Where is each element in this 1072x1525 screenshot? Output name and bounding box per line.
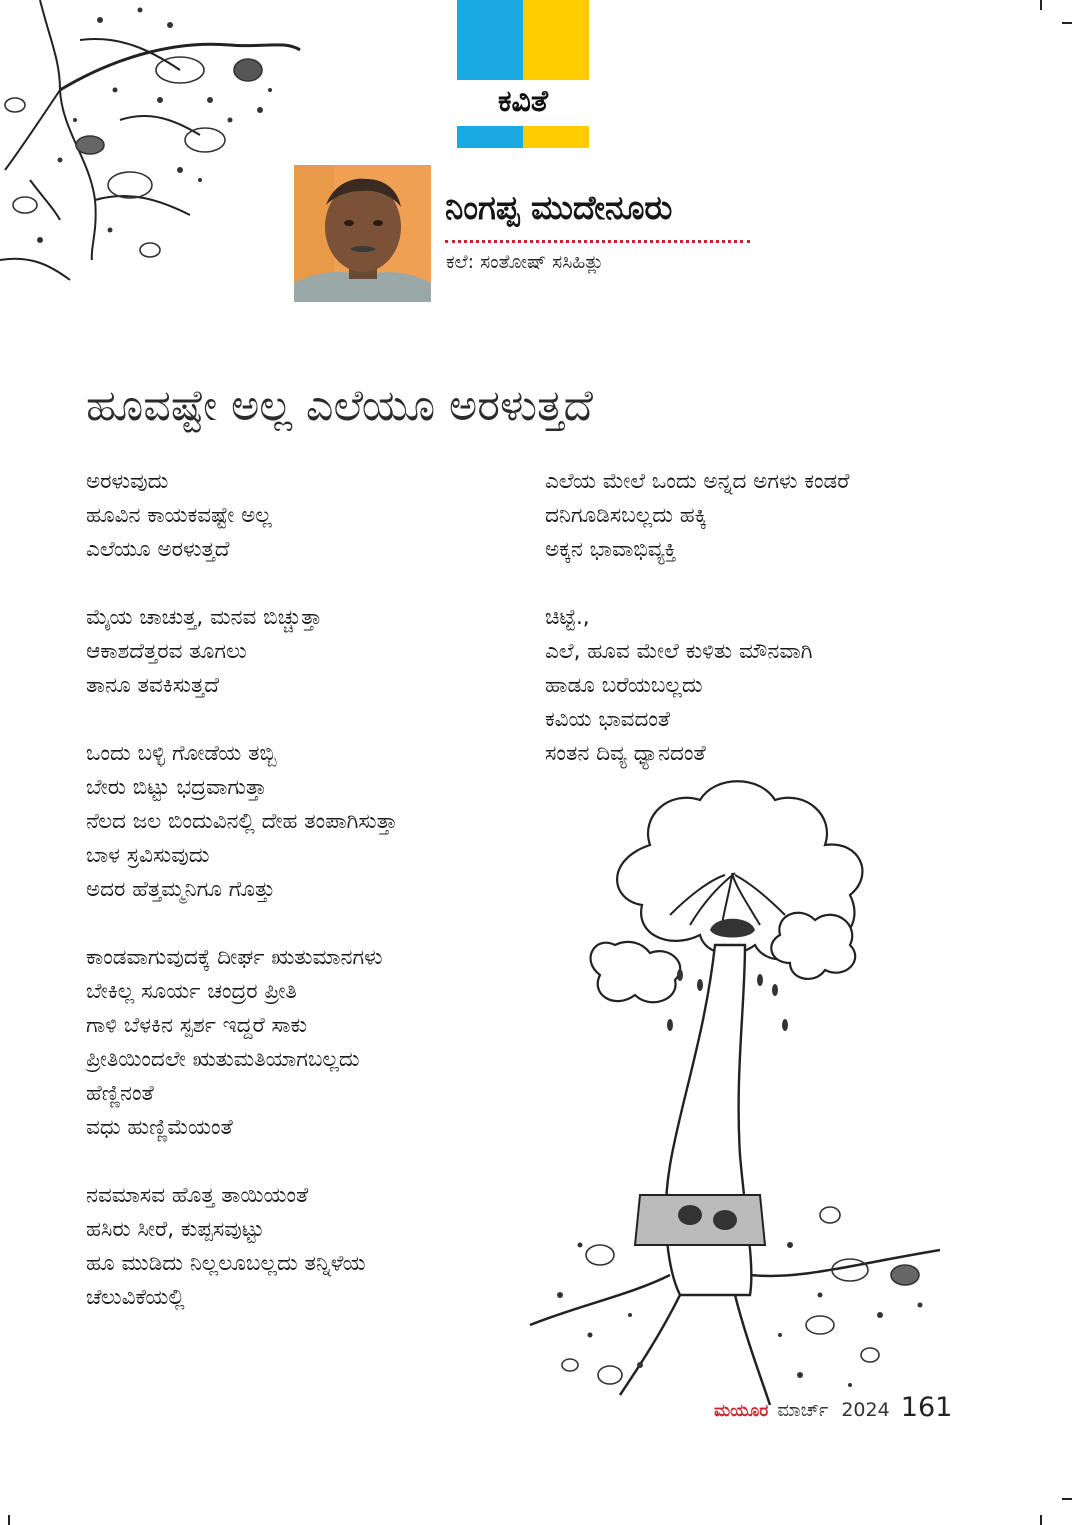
poem-line: ಹಾಡೂ ಬರೆಯಬಲ್ಲದು bbox=[545, 673, 703, 698]
poem-line: ಪ್ರೀತಿಯಿಂದಲೇ ಋತುಮತಿಯಾಗಬಲ್ಲದು bbox=[86, 1047, 360, 1072]
section-label: ಕವಿತೆ bbox=[498, 84, 548, 119]
poem-line: ಕವಿಯ ಭಾವದಂತೆ bbox=[545, 707, 671, 732]
crop-mark-bottom-right bbox=[1062, 1498, 1072, 1500]
poem-line: ಹಸಿರು ಸೀರೆ, ಕುಪ್ಪಸವುಟ್ಟು bbox=[86, 1217, 265, 1242]
poem-line: ಬಾಳ ಸ್ರವಿಸುವುದು bbox=[86, 843, 210, 868]
poem-line: ಎಲೆ, ಹೂವ ಮೇಲೆ ಕುಳಿತು ಮೌನವಾಗಿ bbox=[545, 639, 813, 664]
poem-line: ಚೆಲುವಿಕೆಯಲ್ಲಿ bbox=[86, 1285, 185, 1310]
tree-illustration bbox=[520, 775, 960, 1415]
poem-stanza bbox=[86, 737, 516, 907]
poem-line: ಚಿಟ್ಟೆ., bbox=[545, 605, 590, 630]
crop-mark-bottom bbox=[1040, 1515, 1042, 1525]
tag-blue-bar bbox=[457, 126, 523, 148]
author-photo bbox=[294, 165, 431, 302]
issue-month: ಮಾರ್ಚ್ bbox=[777, 1400, 829, 1421]
author-divider bbox=[445, 240, 750, 243]
tag-yellow-block bbox=[523, 0, 589, 80]
poem-line: ಹೆಣ್ಣಿನಂತೆ bbox=[86, 1081, 154, 1106]
author-name: ನಿಂಗಪ್ಪ ಮುದೇನೂರು bbox=[445, 188, 673, 227]
page-footer bbox=[714, 1392, 952, 1424]
poem-column-right bbox=[545, 465, 965, 805]
section-tag bbox=[457, 0, 589, 150]
crop-mark-right bbox=[1062, 22, 1072, 24]
poem-line: ಸಂತನ ದಿವ್ಯ ಧ್ಯಾನದಂತೆ bbox=[545, 741, 706, 766]
tag-blue-block bbox=[457, 0, 523, 80]
poem-stanza bbox=[86, 1179, 516, 1315]
poem-line: ಗಾಳಿ ಬೆಳಕಿನ ಸ್ಪರ್ಶ ಇದ್ದರೆ ಸಾಕು bbox=[86, 1013, 308, 1038]
poem-stanza bbox=[545, 601, 965, 771]
issue-year: 2024 bbox=[841, 1399, 890, 1421]
poem-line: ಹೂ ಮುಡಿದು ನಿಲ್ಲಲೂಬಲ್ಲದು ತನ್ನಿಳೆಯ bbox=[86, 1251, 366, 1276]
poem-line: ನವಮಾಸವ ಹೊತ್ತ ತಾಯಿಯಂತೆ bbox=[86, 1183, 309, 1208]
crop-mark-top-right bbox=[1040, 0, 1042, 10]
poem-line: ಅರಳುವುದು bbox=[86, 469, 169, 494]
poem-stanza bbox=[86, 465, 516, 567]
poem-line: ಮೈಯ ಚಾಚುತ್ತ, ಮನವ ಬಿಚ್ಚುತ್ತಾ bbox=[86, 605, 323, 630]
poem-stanza bbox=[545, 465, 965, 567]
poem-stanza bbox=[86, 601, 516, 703]
poem-line: ಅದರ ಹೆತ್ತಮ್ಮನಿಗೂ ಗೊತ್ತು bbox=[86, 877, 276, 902]
page-number: 161 bbox=[900, 1392, 953, 1423]
poem-line: ಎಲೆಯ ಮೇಲೆ ಒಂದು ಅನ್ನದ ಅಗಳು ಕಂಡರೆ bbox=[545, 469, 850, 494]
poem-title: ಹೂವಷ್ಟೇ ಅಲ್ಲ ಎಲೆಯೂ ಅರಳುತ್ತದೆ bbox=[86, 380, 593, 431]
poem-stanza bbox=[86, 941, 516, 1145]
poem-line: ನೆಲದ ಜಲ ಬಿಂದುವಿನಲ್ಲಿ ದೇಹ ತಂಪಾಗಿಸುತ್ತಾ bbox=[86, 809, 398, 834]
poem-line: ವಧು ಹುಣ್ಣಿಮೆಯಂತೆ bbox=[86, 1115, 233, 1140]
poem-line: ದನಿಗೂಡಿಸಬಲ್ಲದು ಹಕ್ಕಿ bbox=[545, 503, 707, 528]
poem-line: ಆಕಾಶದೆತ್ತರವ ತೂಗಲು bbox=[86, 639, 247, 664]
poem-line: ಅಕ್ಕನ ಭಾವಾಭಿವ್ಯಕ್ತಿ bbox=[545, 537, 677, 562]
poem-line: ಎಲೆಯೂ ಅರಳುತ್ತದೆ bbox=[86, 537, 230, 562]
poem-line: ಹೂವಿನ ಕಾಯಕವಷ್ಟೇ ಅಲ್ಲ bbox=[86, 503, 272, 528]
poem-line: ಬೇರು ಬಿಟ್ಟು ಭದ್ರವಾಗುತ್ತಾ bbox=[86, 775, 267, 800]
illustration-credit: ಕಲೆ: ಸಂತೋಷ್ ಸಸಿಹಿತ್ಲು bbox=[446, 251, 604, 273]
magazine-name: ಮಯೂರ bbox=[714, 1401, 769, 1421]
poem-line: ತಾನೂ ತವಕಿಸುತ್ತದೆ bbox=[86, 673, 219, 698]
crop-mark-bottom-left bbox=[8, 1515, 10, 1525]
poem-line: ಒಂದು ಬಳ್ಳಿ ಗೋಡೆಯ ತಬ್ಬಿ bbox=[86, 741, 277, 766]
poem-line: ಕಾಂಡವಾಗುವುದಕ್ಕೆ ದೀರ್ಘ ಋತುಮಾನಗಳು bbox=[86, 945, 383, 970]
poem-line: ಬೇಕಿಲ್ಲ ಸೂರ್ಯ ಚಂದ್ರರ ಪ್ರೀತಿ bbox=[86, 979, 297, 1004]
roots-illustration bbox=[0, 0, 310, 300]
poem-column-left bbox=[86, 465, 516, 1349]
tag-yellow-bar bbox=[523, 126, 589, 148]
